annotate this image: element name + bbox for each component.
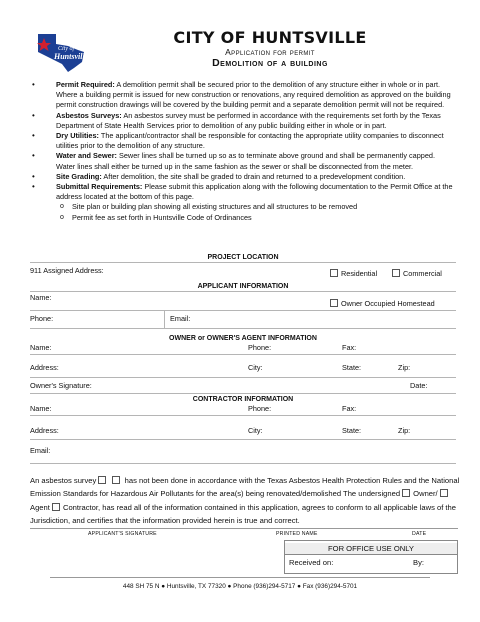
sub-list-item: o Site plan or building plan showing all existing structures and all structures to be removed xyxy=(30,202,456,212)
printed-name-label: PRINTED NAME xyxy=(276,531,318,537)
commercial-checkbox[interactable]: Commercial xyxy=(392,269,442,278)
checkbox-icon xyxy=(392,269,400,277)
section-owner-information: OWNER or OWNER'S AGENT INFORMATION xyxy=(169,335,317,342)
divider xyxy=(30,310,456,311)
section-contractor-information: CONTRACTOR INFORMATION xyxy=(192,396,294,403)
applicant-phone-field[interactable]: Phone: xyxy=(30,314,54,323)
residential-checkbox[interactable]: Residential xyxy=(330,269,377,278)
divider xyxy=(30,291,456,292)
divider xyxy=(30,262,456,263)
list-item: • Dry Utilities: The applicant/contractor shall be responsible for contacting the appropriate utility companies to disconnect utilities prior to the demolition of any structure. xyxy=(30,131,456,151)
office-use-box xyxy=(284,540,458,574)
owner-date-field[interactable]: Date: xyxy=(410,381,428,390)
owner-phone-field[interactable]: Phone: xyxy=(248,343,272,352)
agent-checkbox[interactable] xyxy=(440,489,448,497)
divider xyxy=(30,393,456,394)
divider xyxy=(30,439,456,440)
divider xyxy=(30,415,456,416)
sub-list-item: o Permit fee as set forth in Huntsville Code of Ordinances xyxy=(30,213,456,223)
received-by-field[interactable]: By: xyxy=(413,558,424,567)
assigned-address-label: 911 Assigned Address: xyxy=(30,266,104,275)
owner-occupied-checkbox[interactable]: Owner Occupied Homestead xyxy=(330,299,435,308)
list-item: • Submittal Requirements: Please submit this application along with the following documentation to the Permit Office at the address located at the bottom of this page. xyxy=(30,182,456,202)
checkbox-icon xyxy=(330,299,338,307)
contractor-city-field[interactable]: City: xyxy=(248,426,263,435)
list-item: • Site Grading: After demolition, the site shall be graded to drain and returned to a predevelopment condition. xyxy=(30,172,456,182)
contractor-zip-field[interactable]: Zip: xyxy=(398,426,411,435)
received-on-field[interactable]: Received on: xyxy=(289,558,334,567)
list-item: • Water and Sewer: Sewer lines shall be turned up so as to terminate above ground and shall be permanently capped. Water lines shall either be turned up in the same fashion as the sewer or shall be disconnected from the meter. xyxy=(30,151,456,171)
header xyxy=(0,22,480,74)
date-label: DATE xyxy=(412,531,427,537)
list-item: • Permit Required: A demolition permit shall be secured prior to the demolition of any structure either in whole or in part. Where a building permit is issued for new construction or renovations, any required demolition as approved on the building permit construction drawings will be covered by the building permit and a separate demolition permit will not be required. xyxy=(30,80,456,111)
owner-fax-field[interactable]: Fax: xyxy=(342,343,357,352)
contractor-address-field[interactable]: Address: xyxy=(30,426,59,435)
divider xyxy=(30,377,456,378)
owner-address-field[interactable]: Address: xyxy=(30,363,59,372)
contractor-phone-field[interactable]: Phone: xyxy=(248,404,272,413)
divider xyxy=(30,463,456,464)
applicant-email-field[interactable]: Email: xyxy=(170,314,191,323)
svg-text:Huntsville: Huntsville xyxy=(54,52,88,61)
certification-paragraph: An asbestos survey has not been done in accordance with the Texas Asbestos Health Protection Rules and the National Emission Standards for Hazardous Air Pollutants for the area(s) being renovated/demolished The undersigned Owner/ Agent Contractor, has read all of the information contained in this application, agrees to conform to all applicable laws of the Jurisdiction, and certifies that the information provided herein is true and correct. xyxy=(30,476,460,526)
section-applicant-information: APPLICANT INFORMATION xyxy=(197,283,289,290)
section-project-location: PROJECT LOCATION xyxy=(207,254,279,261)
owner-signature-field[interactable]: Owner's Signature: xyxy=(30,381,92,390)
divider xyxy=(30,328,456,329)
footer-address: 448 SH 75 N ● Huntsville, TX 77320 ● Phone (936)294-5717 ● Fax (936)294-5701 xyxy=(122,583,358,590)
owner-city-field[interactable]: City: xyxy=(248,363,263,372)
checkbox-icon[interactable] xyxy=(112,476,120,484)
contractor-state-field[interactable]: State: xyxy=(342,426,362,435)
owner-state-field[interactable]: State: xyxy=(342,363,362,372)
office-use-title: FOR OFFICE USE ONLY xyxy=(285,543,457,555)
owner-checkbox[interactable] xyxy=(402,489,410,497)
form-name: Demolition of a building xyxy=(212,57,328,69)
contractor-checkbox[interactable] xyxy=(52,503,60,511)
divider xyxy=(30,354,456,355)
page-subtitle: Application for permit xyxy=(225,47,315,57)
footer-divider xyxy=(50,577,430,578)
checkbox-icon[interactable] xyxy=(98,476,106,484)
contractor-fax-field[interactable]: Fax: xyxy=(342,404,357,413)
checkbox-icon xyxy=(330,269,338,277)
applicant-name-field[interactable]: Name: xyxy=(30,293,52,302)
svg-text:City of: City of xyxy=(58,46,75,52)
signature-line xyxy=(30,528,458,529)
applicant-signature-label: APPLICANT'S SIGNATURE xyxy=(88,531,157,537)
contractor-name-field[interactable]: Name: xyxy=(30,404,52,413)
owner-zip-field[interactable]: Zip: xyxy=(398,363,411,372)
requirements-list xyxy=(30,80,456,223)
page-title: CITY OF HUNTSVILLE xyxy=(173,28,367,47)
list-item: • Asbestos Surveys: An asbestos survey must be performed in accordance with the requirements set forth by the Texas Department of State Health Services prior to demolition of any public building either in whole or in part. xyxy=(30,111,456,131)
owner-name-field[interactable]: Name: xyxy=(30,343,52,352)
contractor-email-field[interactable]: Email: xyxy=(30,446,51,455)
